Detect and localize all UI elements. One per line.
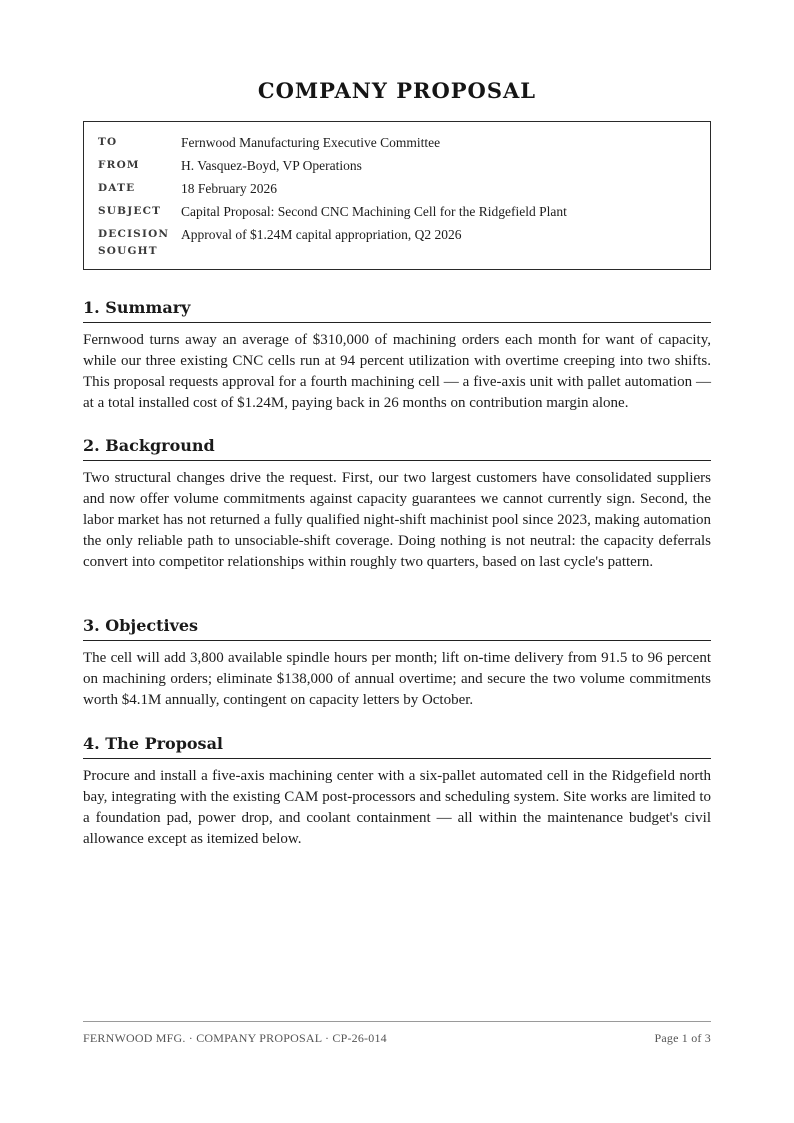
footer-page-number: Page 1 of 3: [654, 1031, 711, 1045]
memo-value-from: H. Vasquez-Boyd, VP Operations: [181, 158, 362, 173]
memo-label-decision: [98, 226, 172, 260]
section-body-proposal: Procure and install a five-axis machining center with a six-pallet automated cell in the Ridgefield north bay, integrating with the existing CAM post-processors and scheduling system. Site works are limited to a foundation pad, power drop, and coolant containment — all within the maintenance budget's civil allowance except as itemized below.: [83, 768, 711, 847]
section-body-summary: Fernwood turns away an average of $310,000 of machining orders each month for want of capacity, while our three existing CNC cells run at 94 percent utilization with overtime creeping into two shifts. This proposal requests approval for a fourth machining cell — a five-axis unit with pallet automation — at a total installed cost of $1.24M, paying back in 26 months on contribution margin alone.: [83, 332, 711, 411]
document-title: COMPANY PROPOSAL: [257, 78, 537, 103]
memo-value-to: Fernwood Manufacturing Executive Committee: [181, 135, 441, 150]
memo-label-date: DATE: [98, 182, 136, 194]
memo-value-subject: Capital Proposal: Second CNC Machining Cell for the Ridgefield Plant: [181, 204, 567, 219]
memo-label-subject: SUBJECT: [98, 205, 162, 217]
memo-header-box: [83, 121, 711, 270]
memo-label-decision-line1: DECISION: [98, 228, 170, 240]
memo-value-date: 18 February 2026: [181, 181, 277, 196]
footer-document-id: FERNWOOD MFG. · COMPANY PROPOSAL · CP-26-014: [83, 1031, 387, 1045]
memo-value-decision: Approval of $1.24M capital appropriation, Q2 2026: [181, 227, 462, 242]
section-body-objectives: The cell will add 3,800 available spindle hours per month; lift on-time delivery from 91.5 to 96 percent on machining orders; eliminate $138,000 of annual overtime; and secure the two volume commitments worth $4.1M annually, contingent on capacity letters by October.: [83, 650, 711, 708]
memo-label-from: FROM: [98, 159, 140, 171]
section-heading-proposal: 4. The Proposal: [83, 734, 711, 759]
section-heading-background: 2. Background: [83, 436, 711, 461]
memo-label-decision-line2: SOUGHT: [98, 245, 158, 257]
section-heading-objectives: 3. Objectives: [83, 616, 711, 641]
footer-divider: [83, 1021, 711, 1022]
section-body-background: Two structural changes drive the request. First, our two largest customers have consolidated suppliers and now offer volume commitments against capacity guarantees we cannot currently sign. Second, the labor market has not returned a fully qualified night-shift machinist pool since 2023, making automation the only reliable path to unsociable-shift coverage. Doing nothing is not neutral: the capacity deferrals convert into competitor relationships within roughly two quarters, based on last cycle's pattern.: [83, 470, 711, 570]
section-heading-summary: 1. Summary: [83, 298, 711, 323]
memo-label-to: TO: [98, 136, 118, 148]
